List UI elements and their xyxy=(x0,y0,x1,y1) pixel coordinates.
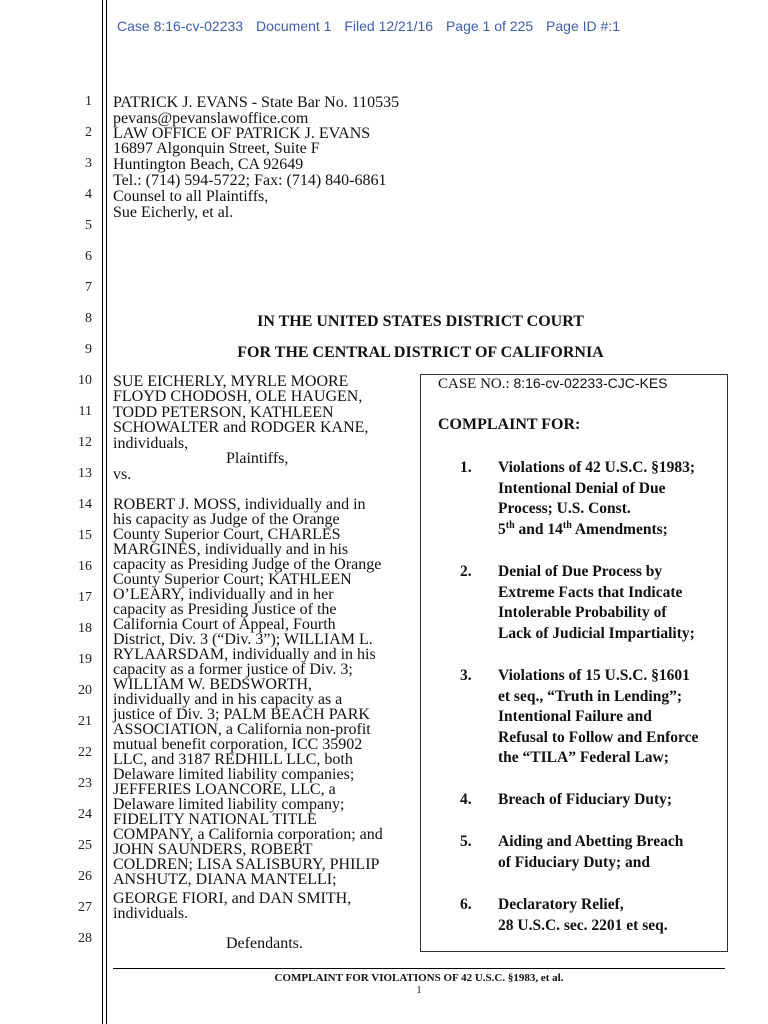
claim-line: Aiding and Abetting Breach xyxy=(498,833,684,850)
defendant-line: O’LEARY, individually and in her xyxy=(113,586,334,603)
claim-line: et seq., “Truth in Lending”; xyxy=(498,687,683,705)
address-city: Huntington Beach, CA 92649 xyxy=(113,156,304,173)
defendant-line: County Superior Court, CHARLES xyxy=(113,526,341,543)
line-number: 13 xyxy=(78,466,92,481)
claim-number: 5. xyxy=(460,833,472,850)
header-document: Document 1 xyxy=(255,18,332,34)
defendant-line: capacity as Presiding Justice of the xyxy=(113,601,337,618)
line-number: 7 xyxy=(85,280,92,295)
line-number: 23 xyxy=(78,776,92,791)
claim-line: Refusal to Follow and Enforce xyxy=(498,728,699,746)
footer-rule xyxy=(113,968,725,969)
case-number xyxy=(438,375,668,393)
line-number: 26 xyxy=(78,869,92,884)
claim-line: Violations of 15 U.S.C. §1601 xyxy=(498,667,690,684)
defendant-line: mutual benefit corporation, ICC 35902 xyxy=(113,736,363,753)
amend-end: Amendments; xyxy=(571,520,668,538)
line-number: 22 xyxy=(78,745,92,760)
footer-title: COMPLAINT FOR VIOLATIONS OF 42 U.S.C. §1983, et al. xyxy=(274,972,564,984)
line-number: 20 xyxy=(78,683,92,698)
left-margin-rule-outer xyxy=(102,0,103,1024)
plaintiff-line: SUE EICHERLY, MYRLE MOORE xyxy=(113,373,349,390)
plaintiffs-label: Plaintiffs, xyxy=(226,450,289,467)
plaintiff-line: FLOYD CHODOSH, OLE HAUGEN, xyxy=(113,388,363,405)
defendant-line: GEORGE FIORI, and DAN SMITH, xyxy=(113,890,352,907)
defendant-line: ANSHUTZ, DIANA MANTELLI; xyxy=(113,871,337,888)
vs-label: vs. xyxy=(113,466,132,483)
line-number: 16 xyxy=(78,559,92,574)
line-number: 18 xyxy=(78,621,92,636)
header-case: Case 8:16-cv-02233 xyxy=(117,18,244,34)
claim-line: Intolerable Probability of xyxy=(498,604,667,622)
claim-line: Lack of Judicial Impartiality; xyxy=(498,624,695,642)
amend-5: 5 xyxy=(498,520,506,538)
counsel-line: Counsel to all Plaintiffs, xyxy=(113,188,269,205)
defendant-line: capacity as Presiding Judge of the Orange xyxy=(113,556,382,573)
defendant-line: justice of Div. 3; PALM BEACH PARK xyxy=(113,706,370,723)
defendants-label: Defendants. xyxy=(226,935,303,952)
claim-number: 4. xyxy=(460,791,472,808)
line-number: 25 xyxy=(78,838,92,853)
claim-number: 6. xyxy=(460,896,472,913)
line-number: 3 xyxy=(85,156,92,171)
claim-line: of Fiduciary Duty; and xyxy=(498,853,650,871)
claim-number: 3. xyxy=(460,667,472,684)
claim-line: Process; U.S. Const. xyxy=(498,500,631,518)
case-number-value: 8:16-cv-02233-CJC-KES xyxy=(513,375,668,391)
defendant-line: District, Div. 3 (“Div. 3”); WILLIAM L. xyxy=(113,631,373,648)
defendant-line: COLDREN; LISA SALISBURY, PHILIP xyxy=(113,856,380,873)
amend-14: and 14 xyxy=(514,520,563,538)
defendant-line: capacity as a former justice of Div. 3; xyxy=(113,661,353,678)
defendant-line: County Superior Court; KATHLEEN xyxy=(113,571,352,588)
defendant-line: JEFFERIES LOANCORE, LLC, a xyxy=(113,781,336,798)
claim-number: 2. xyxy=(460,563,472,580)
defendant-line: his capacity as Judge of the Orange xyxy=(113,511,340,528)
claim-line: Violations of 42 U.S.C. §1983; xyxy=(498,459,696,476)
defendant-line: JOHN SAUNDERS, ROBERT xyxy=(113,841,313,858)
claim-amendments-line xyxy=(498,520,695,541)
defendant-line: ROBERT J. MOSS, individually and in xyxy=(113,496,366,513)
address-street: 16897 Algonquin Street, Suite F xyxy=(113,140,320,157)
line-number: 5 xyxy=(85,218,92,233)
line-number: 11 xyxy=(78,404,92,419)
line-number: 2 xyxy=(85,125,92,140)
defendant-line: MARGINES, individually and in his xyxy=(113,541,349,558)
plaintiff-line: individuals, xyxy=(113,435,189,452)
header-filed: Filed 12/21/16 xyxy=(344,18,434,34)
line-number: 28 xyxy=(78,931,92,946)
attorney-email: pevans@pevanslawoffice.com xyxy=(113,110,309,127)
phone-fax: Tel.: (714) 594-5722; Fax: (714) 840-6861 xyxy=(113,172,387,189)
header-page: Page 1 of 225 xyxy=(445,18,534,34)
line-number: 9 xyxy=(85,342,92,357)
line-number: 14 xyxy=(78,497,92,512)
counsel-clients: Sue Eicherly, et al. xyxy=(113,204,234,221)
line-number: 17 xyxy=(78,590,92,605)
ecf-header xyxy=(117,18,629,34)
case-number-label: CASE NO.: xyxy=(438,376,510,392)
plaintiff-line: SCHOWALTER and RODGER KANE, xyxy=(113,419,369,436)
line-number: 4 xyxy=(85,187,92,202)
line-number: 27 xyxy=(78,900,92,915)
claim-line: Intentional Denial of Due xyxy=(498,479,666,497)
claim-line: Declaratory Relief, xyxy=(498,896,624,913)
claim-line: Breach of Fiduciary Duty; xyxy=(498,791,673,808)
defendant-line: Delaware limited liability company; xyxy=(113,796,345,813)
claim-line: Extreme Facts that Indicate xyxy=(498,583,683,601)
court-title-line-2: FOR THE CENTRAL DISTRICT OF CALIFORNIA xyxy=(237,344,604,361)
line-number: 12 xyxy=(78,435,92,450)
law-office-name: LAW OFFICE OF PATRICK J. EVANS xyxy=(113,125,371,142)
line-number: 6 xyxy=(85,249,92,264)
claim-line: Intentional Failure and xyxy=(498,708,652,726)
claim-line: 28 U.S.C. sec. 2201 et seq. xyxy=(498,916,668,934)
defendant-line: California Court of Appeal, Fourth xyxy=(113,616,336,633)
claim-line: the “TILA” Federal Law; xyxy=(498,749,669,767)
line-number: 19 xyxy=(78,652,92,667)
line-number: 24 xyxy=(78,807,92,822)
complaint-for-heading: COMPLAINT FOR: xyxy=(438,416,581,433)
court-title-line-1: IN THE UNITED STATES DISTRICT COURT xyxy=(257,313,584,330)
footer-page-number: 1 xyxy=(416,985,422,996)
header-page-id: Page ID #:1 xyxy=(546,18,620,34)
defendant-line: Delaware limited liability companies; xyxy=(113,766,355,783)
claim-line: Denial of Due Process by xyxy=(498,563,663,580)
defendant-line: FIDELITY NATIONAL TITLE xyxy=(113,811,317,828)
amend-14-sup: th xyxy=(562,519,572,531)
defendant-line: individuals. xyxy=(113,905,189,922)
line-number: 15 xyxy=(78,528,92,543)
attorney-name-line: PATRICK J. EVANS - State Bar No. 110535 xyxy=(113,94,400,111)
defendant-line: COMPANY, a California corporation; and xyxy=(113,826,383,843)
claim-number: 1. xyxy=(460,459,472,476)
line-number: 21 xyxy=(78,714,92,729)
line-number: 10 xyxy=(78,373,92,388)
defendant-line: ASSOCIATION, a California non-profit xyxy=(113,721,371,738)
defendant-line: WILLIAM W. BEDSWORTH, xyxy=(113,676,313,693)
line-number: 1 xyxy=(85,94,92,109)
defendant-line: individually and in his capacity as a xyxy=(113,691,343,708)
defendant-line: RYLAARSDAM, individually and in his xyxy=(113,646,376,663)
defendant-line: LLC, and 3187 REDHILL LLC, both xyxy=(113,751,353,768)
left-margin-rule-inner xyxy=(106,0,107,1024)
line-number: 8 xyxy=(85,311,92,326)
amend-5-sup: th xyxy=(505,519,515,531)
plaintiff-line: TODD PETERSON, KATHLEEN xyxy=(113,404,334,421)
